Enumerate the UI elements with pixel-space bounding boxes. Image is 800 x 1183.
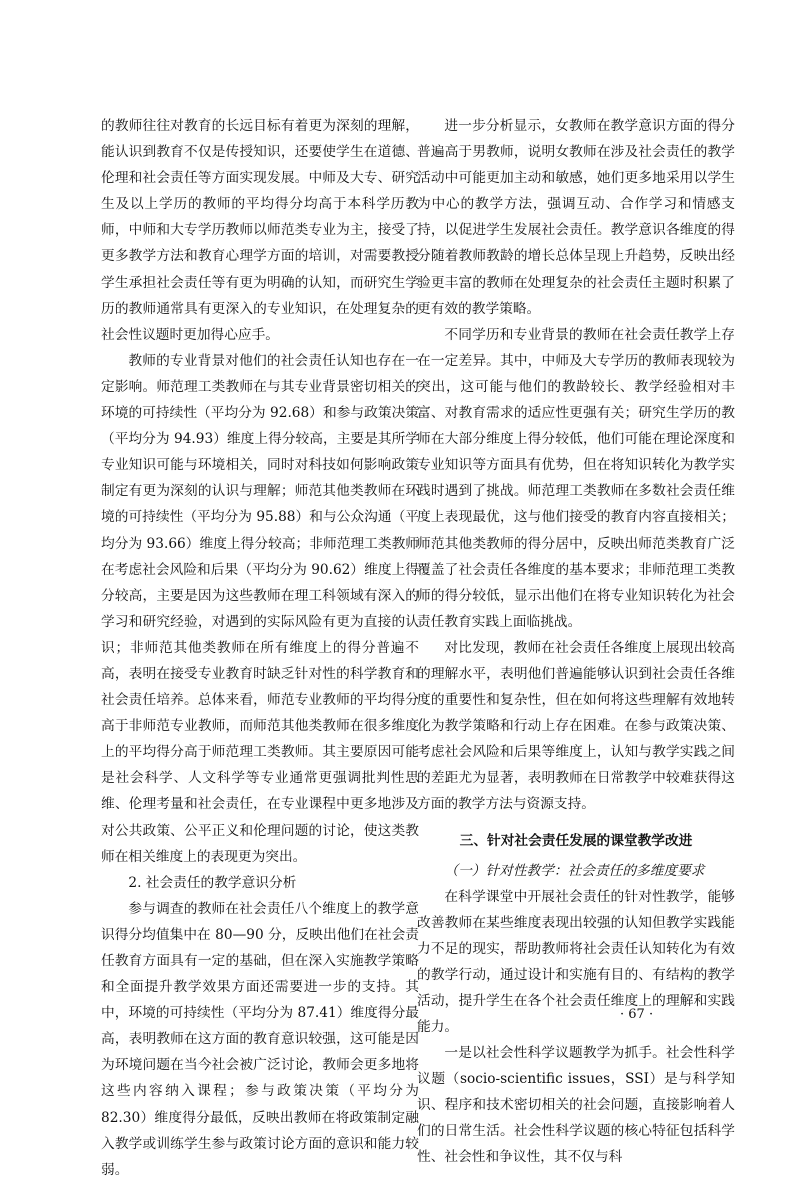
paragraph: 进一步分析显示，女教师在教学意识方面的得分普遍高于男教师，说明女教师在涉及社会责任的教学活动中可能更加主动和敏感，她们更多地采用以学生为中心的教学方法，强调互动、合作学习和情感支持，以促进学生发展社会责任。教学意识各维度的得分随着教师教龄的增长总体呈现上升趋势，反映出经验更丰富的教师在处理复杂的社会责任主题时积累了更有效的教学策略。	[417, 118, 735, 317]
section-heading: 三、针对社会责任发展的课堂教学改进	[459, 832, 693, 849]
paragraph: 对比发现，教师在社会责任各维度上展现出较高的理解水平，表明他们普遍能够认识到社会责任各维度的重要性和复杂性，但在如何将这些理解有效地转化为教学策略和行动上存在困难。在参与政策决策、考虑社会风险和后果等维度上，认知与教学实践之间的差距尤为显著，表明教师在日常教学中较难获得这方面的教学方法与资源支持。	[417, 639, 735, 813]
paragraph: 一是以社会性科学议题教学为抓手。社会性科学议题（socio-scientific issues，SSI）是与科学知识、程序和技术密切相关的社会问题，直接影响着人们的日常生活。社会性科学议题的核心特征包括科学性、社会性和争议性，其不仅与科	[417, 1045, 735, 1166]
right-column	[417, 113, 735, 1171]
subsection-title: 2. 社会责任的教学意识分析	[128, 874, 297, 891]
paragraph: 参与调查的教师在社会责任八个维度上的教学意识得分均值集中在 80—90 分，反映出他们在社会责任教育方面具有一定的基础，但在深入实施教学策略和全面提升教学效果方面还需要进一步的支持。其中，环境的可持续性（平均分为 87.41）维度得分最高，表明教师在这方面的教育意识较强，这可能是因为环境问题在当今社会被广泛讨论，教师会更多地将这些内容纳入课程；参与政策决策（平均分为 82.30）维度得分最低，反映出教师在将政策制定融入教学或训练学生参与政策讨论方面的意识和能力较弱。	[101, 900, 419, 1178]
subsection-title: （一）针对性教学：社会责任的多维度要求	[444, 862, 705, 879]
paragraph: 的教师往往对教育的长远目标有着更为深刻的理解，能认识到教育不仅是传授知识，还要使学生在道德、伦理和社会责任等方面实现发展。中师及大专、研究生及以上学历的教师的平均得分均高于本科学历教师，中师和大专学历教师以师范类专业为主，接受了更多教学方法和教育心理学方面的培训，对需要教授学生承担社会责任等有更为明确的认知，而研究生学历的教师通常具有更深入的专业知识，在处理复杂的社会性议题时更加得心应手。	[101, 118, 419, 343]
left-column	[101, 113, 419, 1183]
page-number: · 67 ·	[620, 1007, 654, 1022]
paragraph: 在科学课堂中开展社会责任的针对性教学，能够改善教师在某些维度表现出较强的认知但教学实践能力不足的现实，帮助教师将社会责任认知转化为有效的教学行动，通过设计和实施有目的、有结构的教学活动，提升学生在各个社会责任维度上的理解和实践能力。	[417, 888, 735, 1035]
paragraph: 教师的专业背景对他们的社会责任认知也存在一定影响。师范理工类教师在与其专业背景密切相关的环境的可持续性（平均分为 92.68）和参与政策决策（平均分为 94.93）维度上得分较高，主要是其所学专业知识可能与环境相关，同时对科技如何影响政策制定有更为深刻的认识与理解；师范其他类教师在环境的可持续性（平均分为 95.88）和与公众沟通（平均分为 93.66）维度上得分较高；非师范理工类教师在考虑社会风险和后果（平均分为 90.62）维度上得分较高，主要是因为这些教师在理工科领域有深入的学习和研究经验，对遇到的实际风险有更为直接的认识；非师范其他类教师在所有维度上的得分普遍不高，表明在接受专业教育时缺乏针对性的科学教育和社会责任培养。总体来看，师范专业教师的平均得分高于非师范专业教师，而师范其他类教师在很多维度上的平均得分高于师范理工类教师。其主要原因可能是社会科学、人文科学等专业通常更强调批判性思维、伦理考量和社会责任，在专业课程中更多地涉及对公共政策、公平正义和伦理问题的讨论，使这类教师在相关维度上的表现更为突出。	[101, 352, 419, 865]
paragraph: 不同学历和专业背景的教师在社会责任教学上存在一定差异。其中，中师及大专学历的教师表现较为突出，这可能与他们的教龄较长、教学经验相对丰富、对教育需求的适应性更强有关；研究生学历的教师在大部分维度上得分较低，他们可能在理论深度和专业知识等方面具有优势，但在将知识转化为教学实践时遇到了挑战。师范理工类教师在多数社会责任维度上表现最优，这与他们接受的教育内容直接相关；师范其他类教师的得分居中，反映出师范类教育广泛覆盖了社会责任各维度的基本要求；非师范理工类教师的得分较低，显示出他们在将专业知识转化为社会责任教育实践上面临挑战。	[417, 326, 735, 630]
